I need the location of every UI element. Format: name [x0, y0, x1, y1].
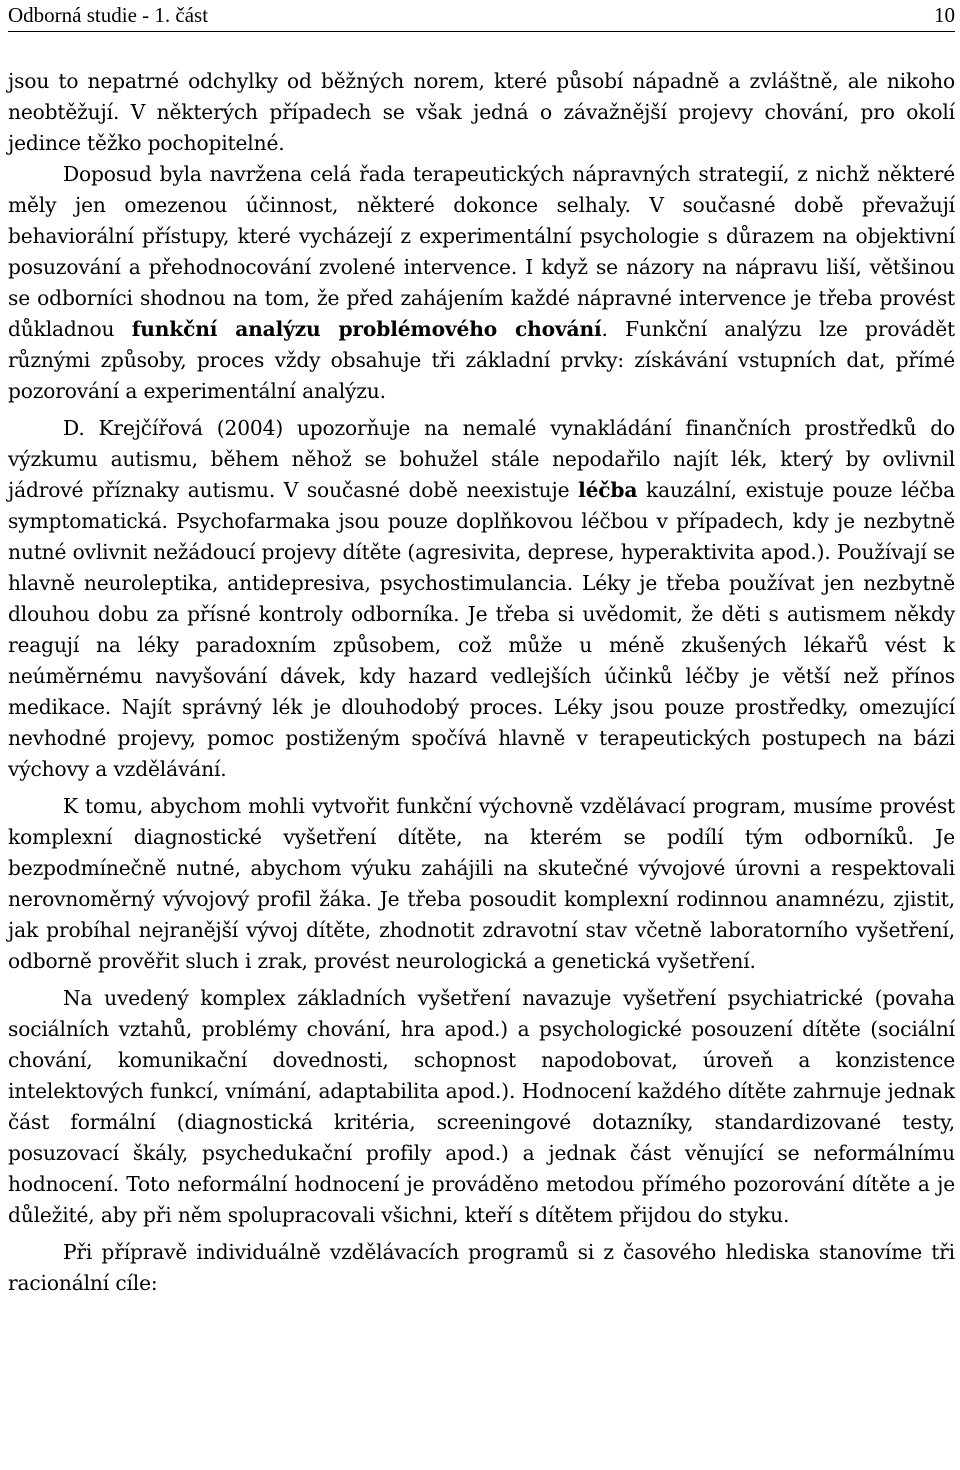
page-number: 10 — [934, 3, 955, 27]
paragraph-goals — [8, 1237, 955, 1299]
bold-term-functional-analysis: funkční analýzu problémového chování — [131, 317, 602, 341]
paragraph-therapy-strategies — [8, 159, 955, 407]
document-page — [8, 0, 955, 1299]
paragraph-diagnostics — [8, 791, 955, 977]
paragraph-text: kauzální, existuje pouze léčba symptomatická. Psychofarmaka jsou pouze doplňkovou léčbou v případech, kdy je nezbytně nutné ovlivnit nežádoucí projevy dítěte (agresivita, deprese, hyperaktivita apod.). Používají se hlavně neuroleptika, antidepresiva, psychostimulancia. Léky je třeba používat jen nezbytně dlouhou dobu za přísné kontroly odborníka. Je třeba si uvědomit, že děti s autismem někdy reagují na léky paradoxním způsobem, což může u méně zkušených lékařů vést k neúměrnému navyšování dávek, kdy hazard vedlejších účinků léčby je větší než přínos medikace. Najít správný lék je dlouhodobý proces. Léky jsou pouze prostředky, omezující nevhodné projevy, pomoc postiženým spočívá hlavně v terapeutických postupech na bázi výchovy a vzdělávání. — [8, 478, 955, 781]
paragraph-text: Při přípravě individuálně vzdělávacích programů si z časového hlediska stanovíme tři racionální cíle: — [8, 1240, 955, 1295]
paragraph-psychiatric-exam — [8, 983, 955, 1231]
paragraph-continuation — [8, 66, 955, 159]
paragraph-text: . Funkční analýzu lze provádět různými způsoby, proces vždy obsahuje tři základní prvky: získávání vstupních dat, přímé pozorování a experimentální analýzu. — [8, 317, 955, 403]
bold-term-treatment: léčba — [578, 478, 638, 502]
paragraph-text: D. Krejčířová (2004) upozorňuje na nemalé vynakládání finančních prostředků do výzkumu autismu, během něhož se bohužel stále nepodařilo najít lék, který by ovlivnil jádrové příznaky autismu. V současné době neexistuje — [8, 416, 955, 502]
paragraph-text: Doposud byla navržena celá řada terapeutických nápravných strategií, z nichž některé měly jen omezenou účinnost, některé dokonce selhaly. V současné době převažují behaviorální přístupy, které vycházejí z experimentální psychologie s důrazem na objektivní posuzování a přehodnocování zvolené intervence. I když se názory na nápravu liší, většinou se odborníci shodnou na tom, že před zahájením každé nápravné intervence je třeba provést důkladnou — [8, 162, 955, 341]
body-text — [8, 66, 955, 1299]
paragraph-text: K tomu, abychom mohli vytvořit funkční výchovně vzdělávací program, musíme provést komplexní diagnostické vyšetření dítěte, na kterém se podílí tým odborníků. Je bezpodmínečně nutné, abychom výuku zahájili na skutečné vývojové úrovni a respektovali nerovnoměrný vývojový profil žáka. Je třeba posoudit komplexní rodinnou anamnézu, zjistit, jak probíhal nejranější vývoj dítěte, zhodnotit zdravotní stav včetně laboratorního vyšetření, odborně prověřit sluch i zrak, provést neurologická a genetická vyšetření. — [8, 794, 955, 973]
running-header — [8, 0, 955, 32]
paragraph-text: Na uvedený komplex základních vyšetření navazuje vyšetření psychiatrické (povaha sociálních vztahů, problémy chování, hra apod.) a psychologické posouzení dítěte (sociální chování, komunikační dovednosti, schopnost napodobovat, úroveň a konzistence intelektových funkcí, vnímání, adaptabilita apod.). Hodnocení každého dítěte zahrnuje jednak část formální (diagnostická kritéria, screeningové dotazníky, standardizované testy, posuzovací škály, psychedukační profily apod.) a jednak část věnující se neformálnímu hodnocení. Toto neformální hodnocení je prováděno metodou přímého pozorování dítěte a je důležité, aby při něm spolupracovali všichni, kteří s dítětem přijdou do styku. — [8, 986, 955, 1227]
paragraph-treatment — [8, 413, 955, 785]
paragraph-text: jsou to nepatrné odchylky od běžných norem, které působí nápadně a zvláštně, ale nikoho neobtěžují. V některých případech se však jedná o závažnější projevy chování, pro okolí jedince těžko pochopitelné. — [8, 69, 955, 155]
header-title: Odborná studie - 1. část — [8, 3, 209, 27]
